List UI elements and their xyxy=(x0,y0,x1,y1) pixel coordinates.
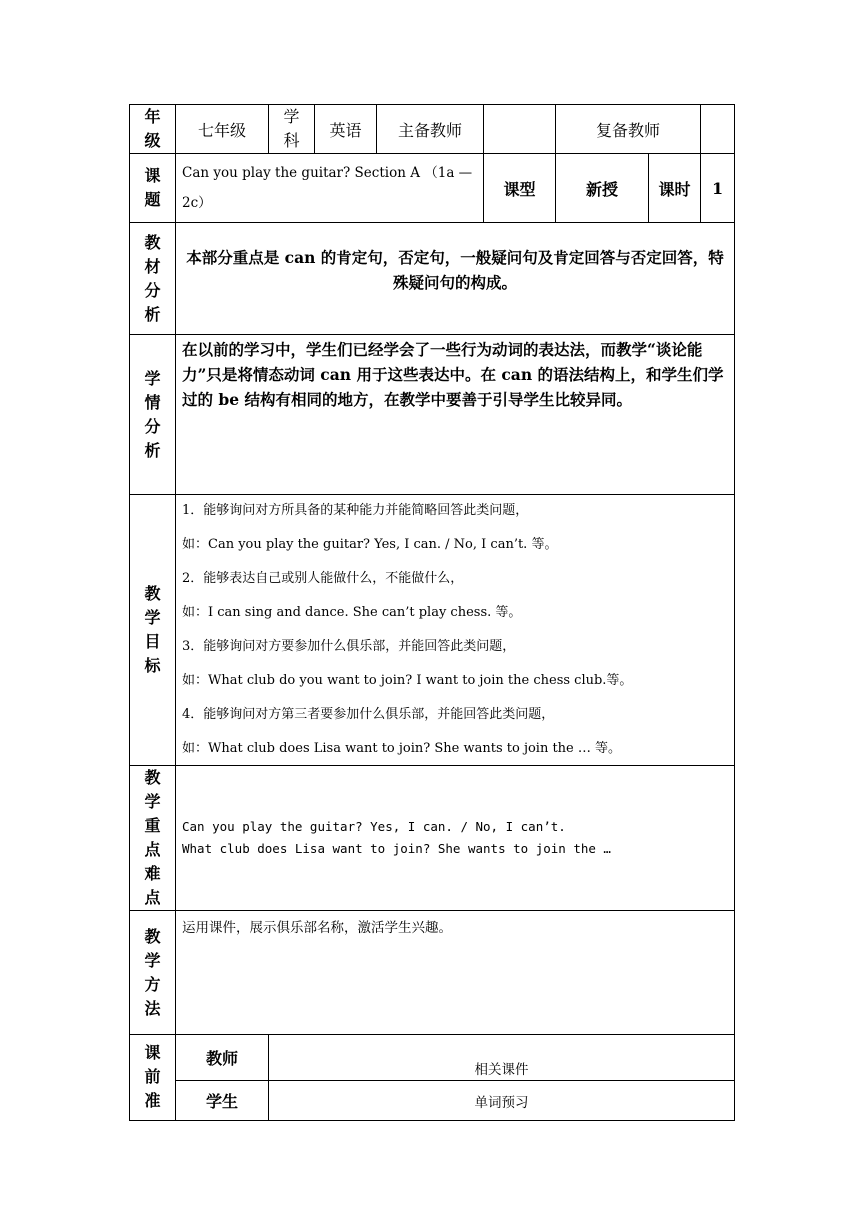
grade-value: 七年级 xyxy=(176,105,269,154)
key-points-label: 教学重点难点 xyxy=(144,768,161,907)
goal-line-4: 如：I can sing and dance. She can’t play chess. 等。 xyxy=(182,605,522,620)
teaching-goals-label-cell xyxy=(130,495,176,766)
grade-label: 年级 xyxy=(144,107,161,150)
material-analysis-cell xyxy=(176,223,735,335)
prep-teacher-row xyxy=(130,1035,735,1081)
period-value: 1 xyxy=(701,154,735,223)
goal-line-8: 如：What club does Lisa want to join? She wants to join the … 等。 xyxy=(182,741,622,756)
teaching-method-row xyxy=(130,911,735,1035)
prep-teacher-label: 教师 xyxy=(176,1035,269,1081)
preparation-label-cell xyxy=(130,1035,176,1121)
student-analysis-row xyxy=(130,335,735,495)
goal-line-6: 如：What club do you want to join? I want to join the chess club.等。 xyxy=(182,673,633,688)
main-teacher-label: 主备教师 xyxy=(377,105,484,154)
topic-row xyxy=(130,154,735,223)
key-point-line-1: Can you play the guitar? Yes, I can. / No, I can’t. xyxy=(182,819,566,834)
subject-value: 英语 xyxy=(315,105,377,154)
goal-line-2: 如：Can you play the guitar? Yes, I can. / No, I can’t. 等。 xyxy=(182,537,558,552)
student-analysis-text: 在以前的学习中，学生们已经学会了一些行为动词的表达法，而教学“谈论能力”只是将情态动词 can 用于这些表达中。在 can 的语法结构上，和学生们学过的 be 结构有相同的地方，在教学中要善于引导学生比较异同。 xyxy=(182,340,724,409)
material-analysis-row xyxy=(130,223,735,335)
teaching-method-cell xyxy=(176,911,735,1035)
goal-line-1: 1．能够询问对方所具备的某种能力并能简略回答此类问题， xyxy=(182,503,529,518)
prep-student-row xyxy=(130,1081,735,1121)
lesson-type-value: 新授 xyxy=(556,154,649,223)
material-analysis-label-cell xyxy=(130,223,176,335)
teaching-method-label: 教学方法 xyxy=(144,926,161,1018)
grade-label-cell xyxy=(130,105,176,154)
prep-student-label: 学生 xyxy=(176,1081,269,1121)
teaching-goals-label: 教学目标 xyxy=(144,584,161,675)
student-analysis-label-cell xyxy=(130,335,176,495)
teaching-goals-cell xyxy=(176,495,735,766)
teaching-goals-row xyxy=(130,495,735,766)
key-point-line-2: What club does Lisa want to join? She wants to join the … xyxy=(182,841,611,856)
review-teacher-value xyxy=(701,105,735,154)
teaching-method-label-cell xyxy=(130,911,176,1035)
student-analysis-cell xyxy=(176,335,735,495)
material-analysis-text: 本部分重点是 can 的肯定句，否定句，一般疑问句及肯定回答与否定回答，特殊疑问句的构成。 xyxy=(186,248,724,292)
goal-line-7: 4．能够询问对方第三者要参加什么俱乐部，并能回答此类问题， xyxy=(182,707,555,722)
teaching-method-text: 运用课件，展示俱乐部名称，激活学生兴趣。 xyxy=(182,920,452,936)
preparation-label: 课前准 xyxy=(144,1043,161,1110)
period-label: 课时 xyxy=(649,154,701,223)
key-points-row xyxy=(130,766,735,911)
subject-label-cell xyxy=(269,105,315,154)
goal-line-5: 3．能够询问对方要参加什么俱乐部，并能回答此类问题， xyxy=(182,639,516,654)
goal-line-3: 2．能够表达自己或别人能做什么，不能做什么， xyxy=(182,571,464,586)
key-points-label-cell xyxy=(130,766,176,911)
prep-student-value: 单词预习 xyxy=(269,1081,735,1121)
main-teacher-value xyxy=(484,105,556,154)
topic-label: 课题 xyxy=(144,166,161,209)
lesson-plan-table xyxy=(129,104,735,1121)
review-teacher-label: 复备教师 xyxy=(556,105,701,154)
prep-teacher-value: 相关课件 xyxy=(269,1035,735,1081)
header-row xyxy=(130,105,735,154)
topic-value-cell xyxy=(176,154,484,223)
lesson-type-label: 课型 xyxy=(484,154,556,223)
key-points-cell xyxy=(176,766,735,911)
student-analysis-label: 学情分析 xyxy=(144,368,161,460)
material-analysis-label: 教材分析 xyxy=(144,232,161,324)
topic-label-cell xyxy=(130,154,176,223)
subject-label: 学科 xyxy=(283,107,300,150)
topic-value: Can you play the guitar? Section A （1a — 2c） xyxy=(182,165,473,211)
